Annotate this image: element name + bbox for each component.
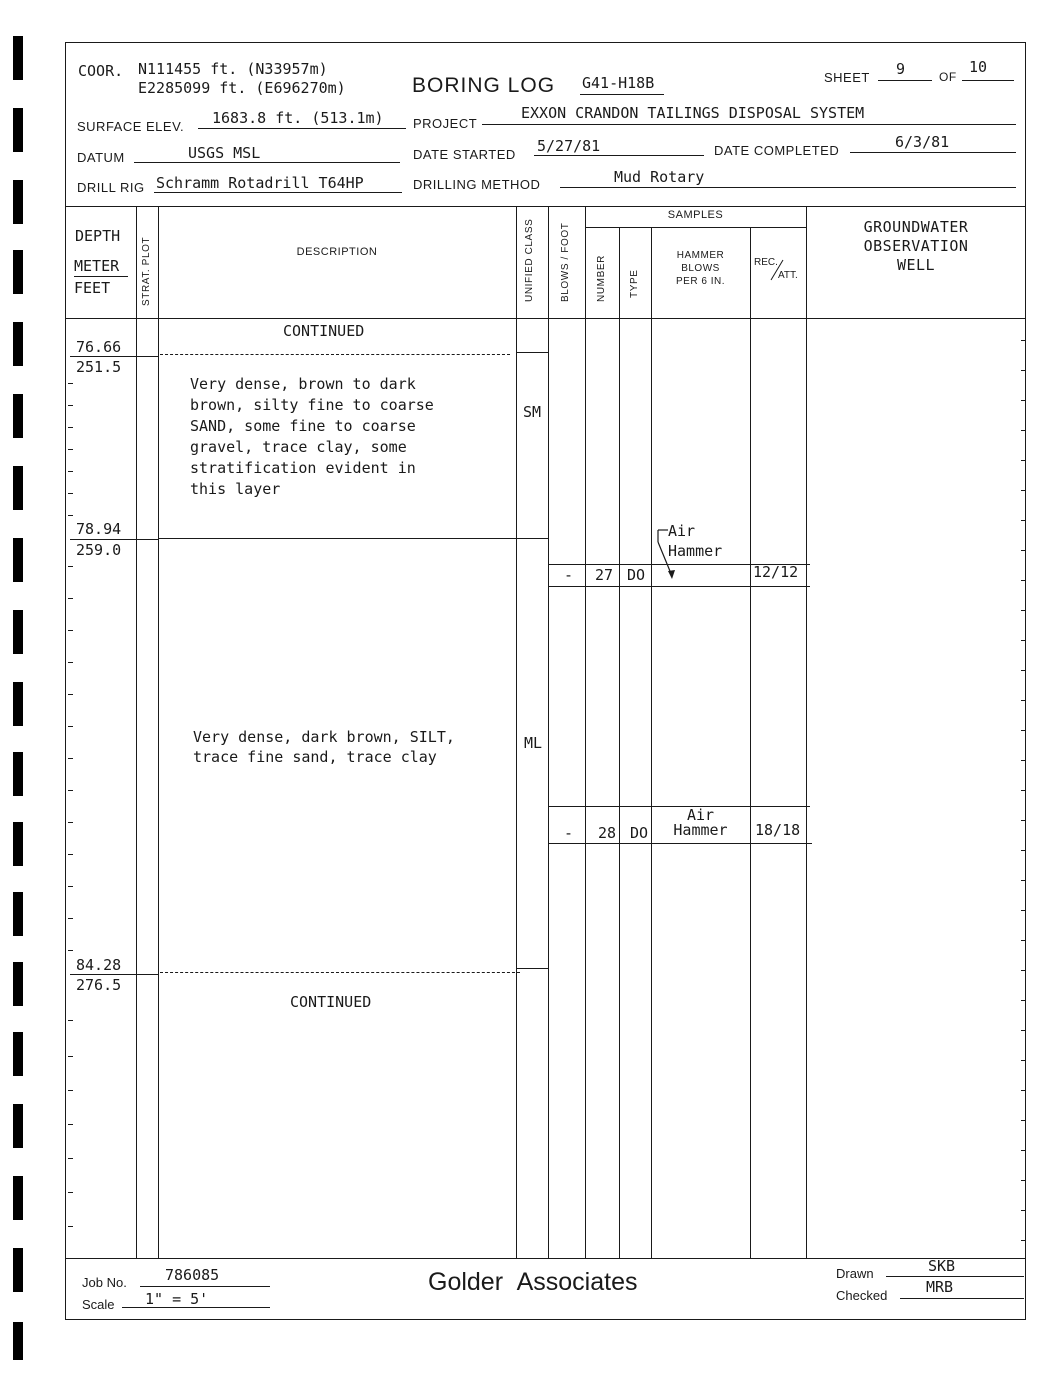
layer-1-description: Very dense, brown to dark brown, silty fine to coarse SAND, some fine to coarse gravel, trace clay, some stratification evident in this layer: [190, 375, 434, 498]
col-description: DESCRIPTION: [296, 246, 378, 258]
col-number: NUMBER: [596, 255, 607, 302]
form-title: BORING LOG: [412, 74, 556, 97]
sheet-number: 9: [896, 60, 906, 78]
col-type: TYPE: [629, 269, 640, 298]
date-started-value: 5/27/81: [537, 137, 601, 155]
layer-2-class: ML: [524, 734, 543, 752]
sample-28-type: DO: [630, 824, 649, 842]
sheet-label: SHEET: [824, 70, 870, 85]
drawn-label: Drawn: [836, 1266, 874, 1281]
drilling-method-label: DRILLING METHOD: [413, 177, 541, 192]
layer-2-description: Very dense, dark brown, SILT, trace fine sand, trace clay: [193, 728, 455, 766]
col-blows-foot: BLOWS / FOOT: [560, 222, 571, 302]
datum-value: USGS MSL: [188, 144, 261, 162]
surface-elev-label: SURFACE ELEV.: [77, 119, 185, 134]
col-depth: DEPTH: [75, 227, 121, 245]
continued-top: CONTINUED: [283, 322, 365, 340]
depth-feet-3: 276.5: [76, 976, 122, 994]
col-feet: FEET: [74, 279, 111, 297]
col-groundwater: GROUNDWATER OBSERVATION WELL: [863, 218, 969, 274]
job-number: 786085: [165, 1266, 220, 1284]
col-samples: SAMPLES: [667, 209, 724, 221]
sample-27-rec: 12/12: [753, 563, 799, 581]
sample-28-number: 28: [598, 824, 617, 842]
drawn-value: SKB: [928, 1257, 956, 1275]
surface-elev-value: 1683.8 ft. (513.1m): [212, 109, 384, 127]
drilling-method-value: Mud Rotary: [614, 168, 705, 186]
sample-28-blows: -: [564, 824, 574, 842]
date-completed-value: 6/3/81: [895, 133, 950, 151]
sample-27-type: DO: [627, 566, 646, 584]
drill-rig-value: Schramm Rotadrill T64HP: [156, 174, 364, 192]
sheet-total: 10: [969, 58, 988, 76]
layer-1-class: SM: [523, 403, 542, 421]
sample-28-hammer: Air Hammer: [673, 806, 728, 839]
coor-east: E2285099 ft. (E696270m): [138, 79, 346, 97]
continued-bottom: CONTINUED: [290, 993, 372, 1011]
scale-label: Scale: [82, 1297, 115, 1312]
checked-value: MRB: [926, 1278, 954, 1296]
job-label: Job No.: [82, 1275, 127, 1290]
datum-label: DATUM: [77, 150, 125, 165]
date-completed-label: DATE COMPLETED: [714, 143, 840, 158]
project-value: EXXON CRANDON TAILINGS DISPOSAL SYSTEM: [521, 104, 865, 122]
depth-meter-2: 78.94: [76, 520, 122, 538]
checked-label: Checked: [836, 1288, 888, 1303]
col-hammer-blows: HAMMER BLOWS PER 6 IN.: [676, 250, 725, 287]
boring-id: G41-H18B: [582, 74, 655, 92]
project-label: PROJECT: [413, 116, 478, 131]
col-rec-att: REC. ATT.: [754, 257, 798, 281]
scale-value: 1" = 5': [145, 1290, 209, 1308]
sample-27-blows: -: [564, 566, 574, 584]
coor-north: N111455 ft. (N33957m): [138, 60, 328, 78]
coor-label: COOR.: [78, 62, 124, 80]
sample-28-rec: 18/18: [755, 821, 801, 839]
depth-meter-1: 76.66: [76, 338, 122, 356]
of-label: OF: [939, 70, 957, 84]
company-name: Golder Associates: [428, 1268, 638, 1296]
col-unified-class: UNIFIED CLASS: [524, 218, 535, 302]
date-started-label: DATE STARTED: [413, 147, 516, 162]
col-meter: METER: [74, 257, 120, 275]
col-strat-plot: STRAT. PLOT: [141, 236, 152, 306]
sample-27-hammer: Air Hammer: [668, 522, 723, 560]
depth-feet-2: 259.0: [76, 541, 122, 559]
depth-meter-3: 84.28: [76, 956, 122, 974]
arrow-icon: [652, 524, 682, 582]
depth-feet-1: 251.5: [76, 358, 122, 376]
sample-27-number: 27: [595, 566, 614, 584]
drill-rig-label: DRILL RIG: [77, 180, 145, 195]
